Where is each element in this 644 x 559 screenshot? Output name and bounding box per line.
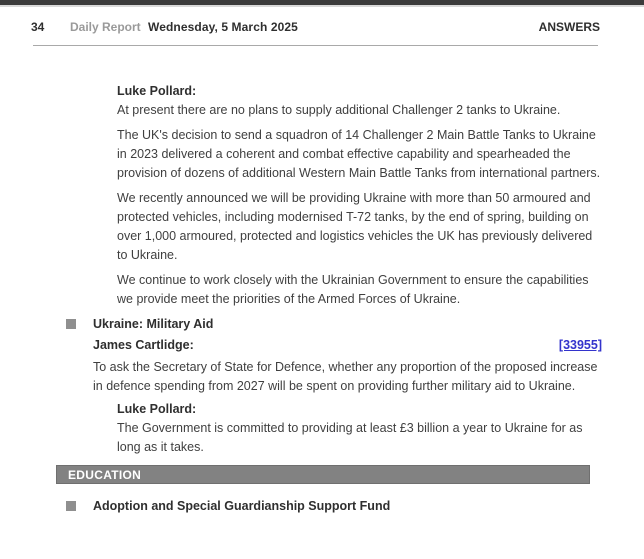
report-date: Wednesday, 5 March 2025 — [148, 20, 298, 34]
document-body — [68, 82, 602, 516]
topic-heading-adoption-fund — [93, 497, 602, 516]
question-reference-link[interactable]: [33955] — [558, 338, 602, 352]
topic-heading-ukraine-military-aid — [93, 315, 602, 334]
page-number: 34 — [31, 20, 45, 34]
answer-block-2 — [93, 400, 602, 457]
question-text: To ask the Secretary of State for Defence, whether any proportion of the proposed increase in defence spending from 2027 will be spent on providing further military aid to Ukraine. — [93, 360, 598, 393]
question-asker: James Cartlidge: — [93, 338, 194, 352]
section-header-education: EDUCATION — [56, 465, 590, 484]
question-head — [93, 336, 602, 355]
answer-block-1 — [93, 82, 602, 309]
window-top-bar — [0, 0, 644, 7]
header-rule — [33, 45, 598, 46]
page-header — [31, 20, 600, 34]
answer-speaker: Luke Pollard: — [117, 84, 197, 98]
square-bullet-icon — [66, 319, 76, 329]
report-name: Daily Report — [70, 20, 141, 34]
answers-corner-label: ANSWERS — [538, 20, 600, 34]
answer-paragraph: The Government is committed to providing at least £3 billion a year to Ukraine for as long as it takes. — [117, 421, 583, 454]
answer-paragraph: We recently announced we will be providing Ukraine with more than 50 armoured and protected vehicles, including modernised T-72 tanks, by the end of spring, building on over 1,000 armoured, protected and logistics vehicles the UK has previously delivered to Ukraine. — [117, 191, 593, 262]
answer-paragraph: We continue to work closely with the Ukrainian Government to ensure the capabilities we provide meet the priorities of the Armed Forces of Ukraine. — [117, 273, 589, 306]
answer-paragraph: The UK's decision to send a squadron of 14 Challenger 2 Main Battle Tanks to Ukraine in 2023 delivered a coherent and combat effective capability and spearheaded the provision of dozens of additional Western Main Battle Tanks from international partners. — [117, 128, 601, 180]
topic-title: Adoption and Special Guardianship Support Fund — [93, 499, 391, 513]
answer-paragraph: At present there are no plans to supply additional Challenger 2 tanks to Ukraine. — [117, 103, 561, 117]
topic-title: Ukraine: Military Aid — [93, 317, 214, 331]
answer-speaker: Luke Pollard: — [117, 402, 197, 416]
square-bullet-icon — [66, 501, 76, 511]
